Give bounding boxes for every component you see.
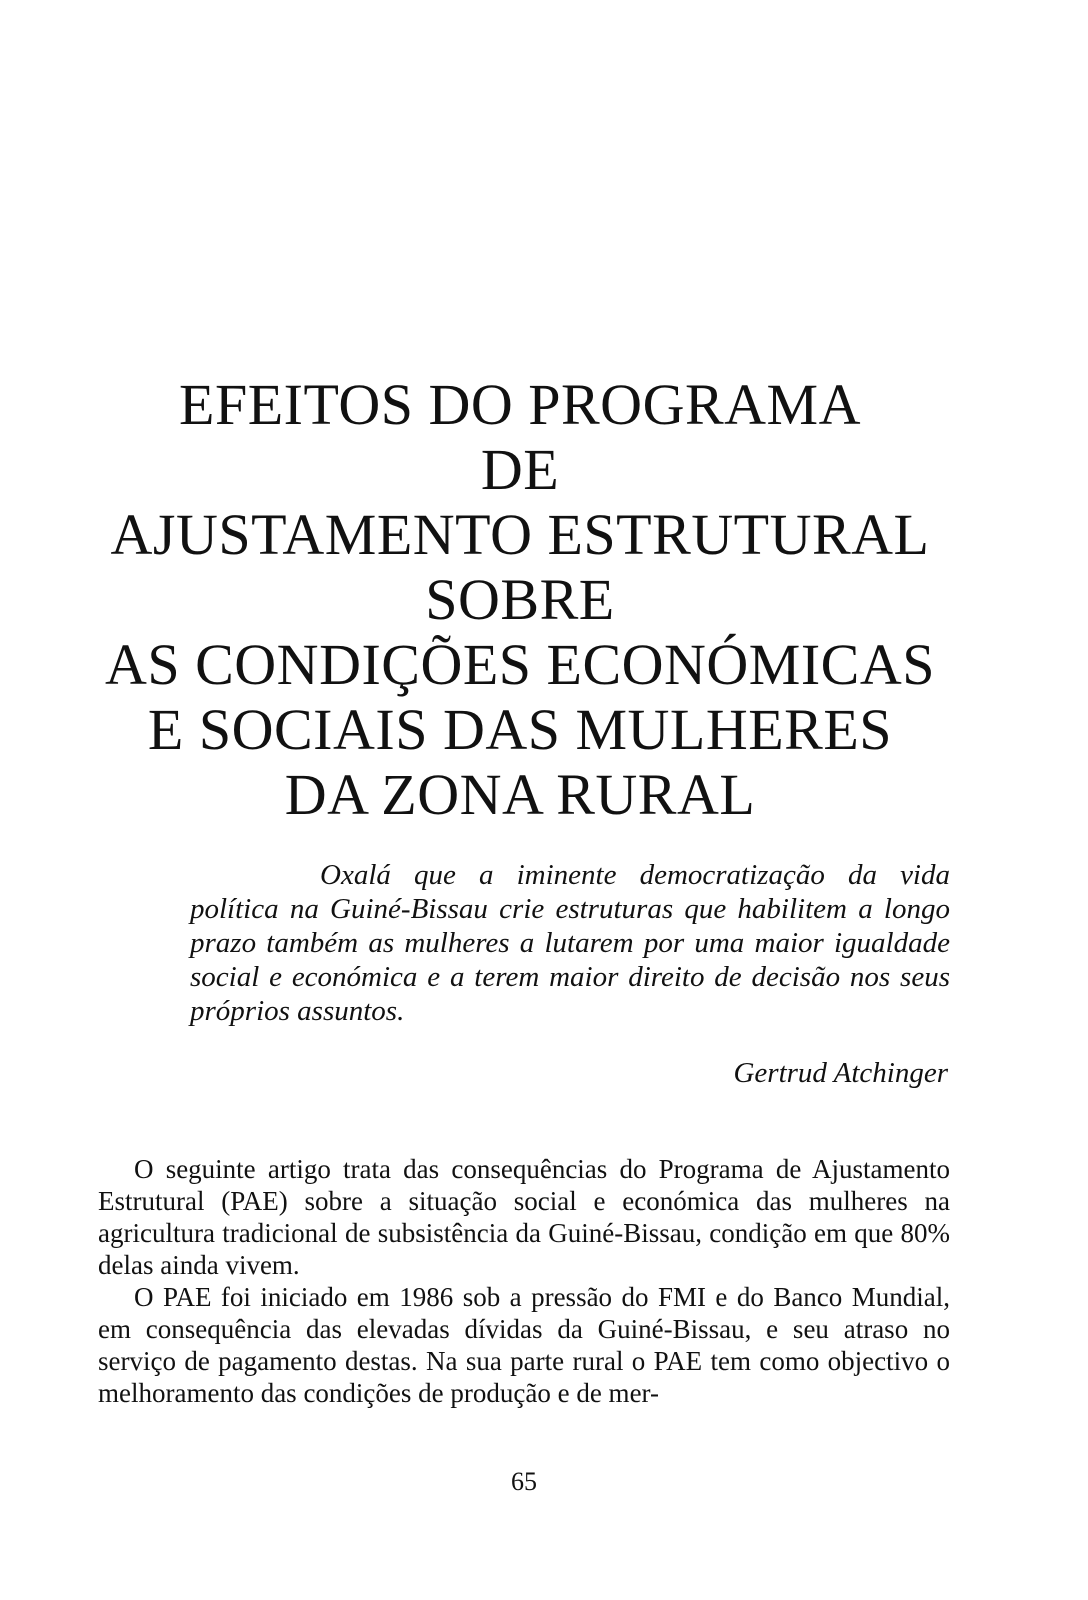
- body-paragraph: O seguinte artigo trata das consequências do Programa de Ajustamento Estrutural (PAE) sobre a situação social e económica das mulheres na agricultura tradicional de subsistência da Guiné-Bissau, condição em que 80% delas ainda vivem.: [98, 1154, 950, 1280]
- title-line: DA ZONA RURAL: [284, 762, 756, 827]
- epigraph-author: Gertrud Atchinger: [733, 1057, 948, 1089]
- epigraph-text: Oxalá que a iminente democratização da vida política na Guiné-Bissau crie estruturas que habilitem a longo prazo também as mulheres a lutarem por uma maior igualdade social e económica e a terem maior direito de decisão nos seus próprios assuntos.: [190, 859, 950, 1027]
- title-line: E SOCIAIS DAS MULHERES: [147, 697, 893, 762]
- page-number: 65: [511, 1467, 537, 1496]
- article-title: [0, 372, 1040, 827]
- title-line: SOBRE: [425, 567, 615, 632]
- article-body: [98, 1153, 950, 1409]
- title-line: AS CONDIÇÕES ECONÓMICAS: [104, 632, 936, 697]
- body-paragraph: O PAE foi iniciado em 1986 sob a pressão do FMI e do Banco Mundial, em consequência das elevadas dívidas da Guiné-Bissau, e seu atraso no serviço de pagamento destas. Na sua parte rural o PAE tem como objectivo o melhoramento das condições de produção e de mer-: [98, 1282, 950, 1408]
- epigraph: [190, 858, 950, 1028]
- title-line: AJUSTAMENTO ESTRUTURAL: [110, 502, 930, 567]
- title-line: DE: [480, 437, 560, 502]
- title-line: EFEITOS DO PROGRAMA: [179, 372, 861, 437]
